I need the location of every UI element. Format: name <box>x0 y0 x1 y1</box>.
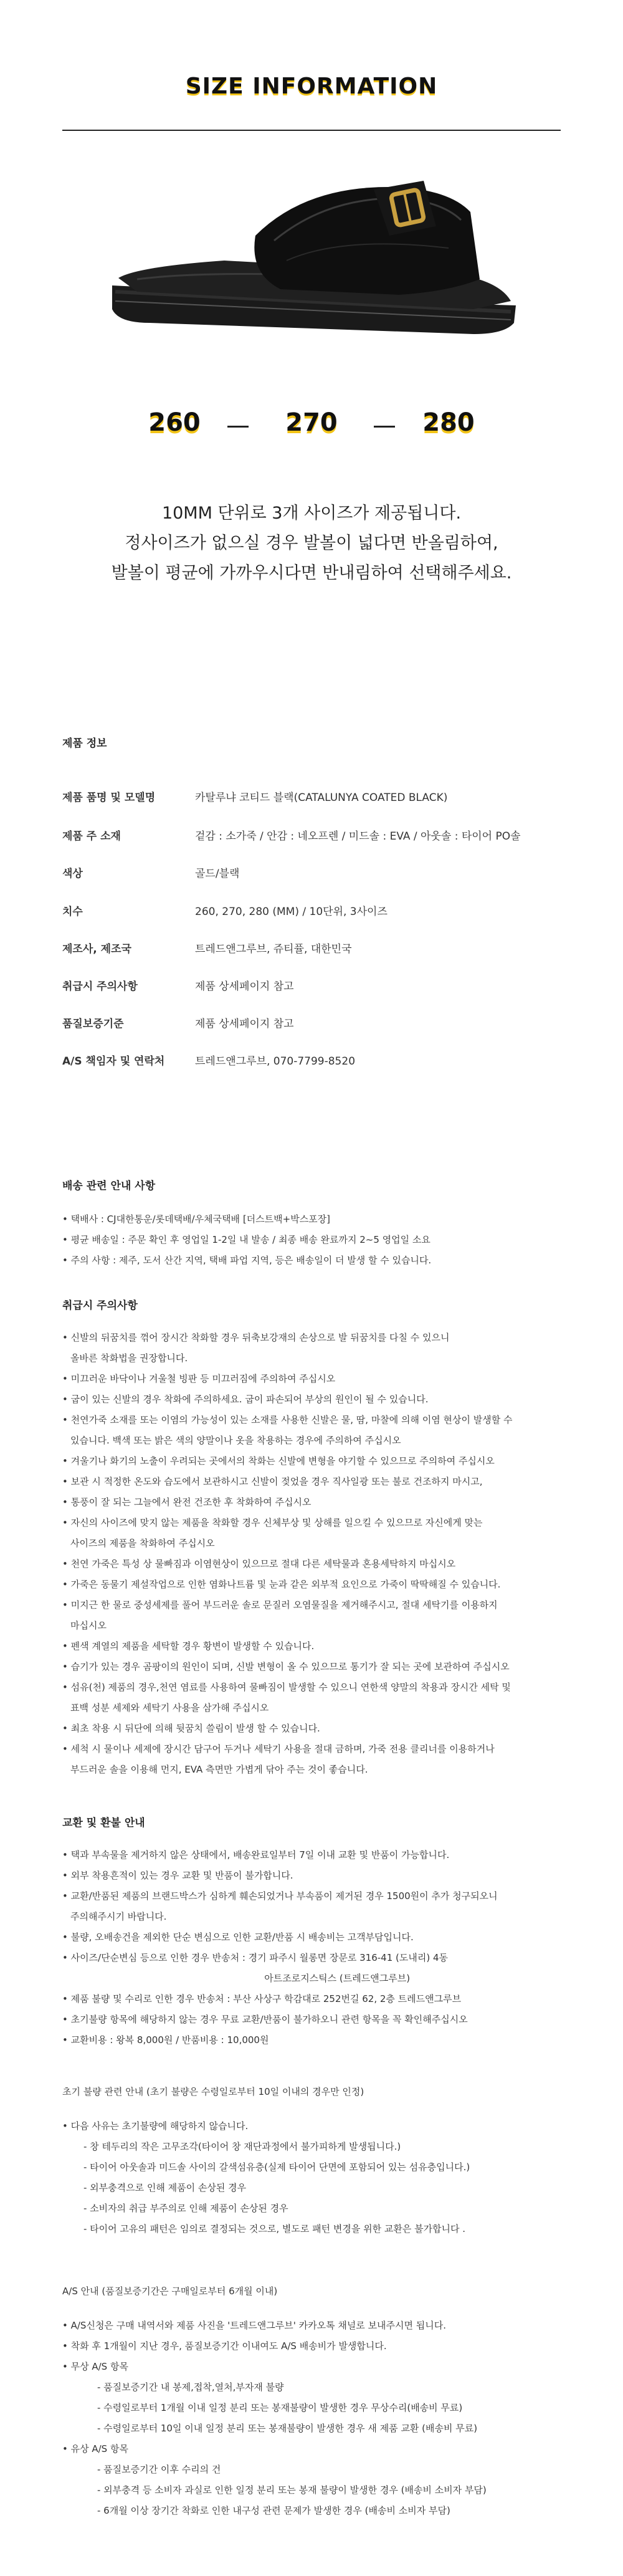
care-line: 올바른 착화법을 권장합니다. <box>70 1353 188 1364</box>
info-value: 제품 상세페이지 참고 <box>195 980 294 993</box>
exchange-line: • 외부 착용흔적이 있는 경우 교환 및 반품이 불가합니다. <box>62 1870 293 1881</box>
care-line: • 습기가 있는 경우 곰팡이의 원인이 되며, 신발 변형이 올 수 있으므로 통기가 잘 되는 곳에 보관하여 주십시오 <box>62 1661 510 1672</box>
info-row <box>62 903 561 927</box>
description-line: 10MM 단위로 3개 사이즈가 제공됩니다. <box>161 504 462 523</box>
exchange-list <box>62 1845 573 2051</box>
info-label: 제조사, 제조국 <box>62 943 131 955</box>
defect-list <box>62 2116 573 2239</box>
care-line: • 펜색 계열의 제품을 세탁할 경우 황변이 발생할 수 있습니다. <box>62 1640 315 1652</box>
care-line: • 보관 시 적정한 온도와 습도에서 보관하시고 신발이 젖었을 경우 직사일광 또는 불로 건조하지 마시고, <box>62 1476 483 1487</box>
size-260: 260 <box>148 408 201 437</box>
defect-line: - 타이어 아웃솔과 미드솔 사이의 갈색섬유층(실제 타이어 단면에 포함되어 있는 섬유층입니다.) <box>83 2162 470 2173</box>
care-line: • 미지근 한 물로 중성세제를 풀어 부드러운 솔로 문질러 오염물질을 제거해주시고, 절대 세탁기를 이용하지 <box>62 1599 498 1611</box>
as-line: - 품질보증기간 이후 수리의 건 <box>97 2464 221 2475</box>
info-label: 치수 <box>62 906 83 918</box>
as-line: - 품질보증기간 내 봉제,접착,열처,부자재 불량 <box>97 2382 284 2393</box>
care-line: 표백 성분 세제와 세탁기 사용을 삼가해 주십시오 <box>70 1702 269 1713</box>
exchange-line: • 제품 불량 및 수리로 인한 경우 반송처 : 부산 사상구 학감대로 252번길 62, 2층 트레드앤그루브 <box>62 1993 462 2004</box>
info-label: 제품 주 소재 <box>62 830 121 843</box>
product-info-title: 제품 정보 <box>62 737 107 750</box>
exchange-line: • 교환/반품된 제품의 브랜드박스가 심하게 훼손되었거나 부속품이 제거된 경우 1500원이 추가 청구되오니 <box>62 1890 498 1902</box>
defect-line: - 타이어 고유의 패턴은 임의로 결정되는 것으로, 별도로 패턴 변경을 위한 교환은 불가합니다 . <box>83 2223 466 2234</box>
shipping-line: • 주의 사항 : 제주, 도서 산간 지역, 택배 파업 지역, 등은 배송일이 더 발생 할 수 있습니다. <box>62 1255 432 1266</box>
description-line: 정사이즈가 없으실 경우 발볼이 넓다면 반올림하여, <box>125 534 498 553</box>
description-line: 발볼이 평균에 가까우시다면 반내림하여 선택해주세요. <box>111 563 512 583</box>
care-line: • 겨울기나 화기의 노출이 우려되는 곳에서의 착화는 신발에 변형을 야기할 수 있으므로 주의하여 주십시오 <box>62 1455 495 1467</box>
care-line: • 세척 시 물이나 세제에 장시간 담구어 두거나 세탁기 사용을 절대 금하며, 가죽 전용 클리너를 이용하거나 <box>62 1743 495 1755</box>
exchange-line: • 초기불량 항목에 해당하지 않는 경우 무료 교환/반품이 불가하오니 관련 항목을 꼭 확인해주십시오 <box>62 2014 468 2025</box>
care-line: • 굽이 있는 신발의 경우 착화에 주의하세요. 굽이 파손되어 부상의 원인이 될 수 있습니다. <box>62 1394 429 1405</box>
exchange-line: • 불량, 오배송건을 제외한 단순 변심으로 인한 교환/반품 시 배송비는 고객부담입니다. <box>62 1932 414 1943</box>
care-line: • 가죽은 동물기 제설작업으로 인한 염화나트륨 및 눈과 같은 외부적 요인으로 가죽이 딱딱해질 수 있습니다. <box>62 1579 501 1590</box>
info-row <box>62 788 561 813</box>
size-270: 270 <box>285 408 338 437</box>
defect-line: - 소비자의 취급 부주의로 인해 제품이 손상된 경우 <box>83 2203 288 2214</box>
info-label: 취급시 주의사항 <box>62 980 138 993</box>
care-line: 사이즈의 제품을 착화하여 주십시오 <box>70 1538 215 1549</box>
info-value: 트레드앤그루브, 070-7799-8520 <box>195 1055 356 1068</box>
info-row <box>62 1052 561 1077</box>
care-title: 취급시 주의사항 <box>62 1300 138 1312</box>
care-line: 마십시오 <box>70 1620 107 1631</box>
care-line: 있습니다. 백색 또는 밝은 색의 양말이나 옷을 착용하는 경우에 주의하여 주십시오 <box>70 1435 401 1446</box>
exchange-line: 주의해주시기 바랍니다. <box>70 1911 167 1922</box>
as-line: - 6개월 이상 장기간 착화로 인한 내구성 관련 문제가 발생한 경우 (배송비 소비자 부담) <box>97 2505 450 2516</box>
info-label: 제품 품명 및 모델명 <box>62 792 156 804</box>
as-line: • 유상 A/S 항목 <box>62 2443 128 2454</box>
defect-line: - 창 테두리의 작은 고무조각(타이어 창 재단과정에서 불가피하게 발생됩니다.) <box>83 2141 401 2152</box>
care-line: • 통풍이 잘 되는 그늘에서 완전 건조한 후 착화하여 주십시오 <box>62 1496 312 1508</box>
info-label: 품질보증기준 <box>62 1018 124 1030</box>
info-row <box>62 864 561 889</box>
defect-title: 초기 불량 관련 안내 (초기 불량은 수령일로부터 10일 이내의 경우만 인정) <box>62 2086 364 2097</box>
sandal-product-image <box>100 167 523 342</box>
info-row <box>62 827 561 852</box>
info-label: A/S 책임자 및 연락처 <box>62 1055 165 1068</box>
care-list <box>62 1328 573 1780</box>
info-label: 색상 <box>62 868 83 880</box>
care-line: • 섬유(천) 제품의 경우,천연 염료를 사용하여 물빠짐이 발생할 수 있으니 연한색 양말의 착용과 장시간 세탁 및 <box>62 1682 511 1693</box>
care-line: 부드러운 솔을 이용해 먼지, EVA 측면만 가볍게 닦아 주는 것이 좋습니다. <box>70 1764 368 1775</box>
as-line: • 착화 후 1개월이 지난 경우, 품질보증기간 이내여도 A/S 배송비가 발생합니다. <box>62 2340 387 2352</box>
info-row <box>62 940 561 965</box>
info-value: 제품 상세페이지 참고 <box>195 1018 294 1030</box>
size-280: 280 <box>422 408 475 437</box>
exchange-line: • 사이즈/단순변심 등으로 인한 경우 반송처 : 경기 파주시 월롱면 장문로 316-41 (도내리) 4동 <box>62 1952 449 1963</box>
care-line: • 미끄러운 바닥이나 겨울철 빙판 등 미끄러짐에 주의하여 주십시오 <box>62 1373 336 1384</box>
as-line: - 외부충격 등 소비자 과실로 인한 일정 분리 또는 봉재 불량이 발생한 경우 (배송비 소비자 부담) <box>97 2484 487 2496</box>
shipping-list <box>62 1209 573 1271</box>
care-line: • 최초 착용 시 뒤단에 의해 뒷꿈치 쓸림이 발생 할 수 있습니다. <box>62 1723 320 1734</box>
care-line: • 천연가죽 소재를 또는 이염의 가능성이 있는 소재를 사용한 신발은 물, 땀, 마찰에 의해 이염 현상이 발생할 수 <box>62 1414 513 1425</box>
shipping-line: • 평균 배송일 : 주문 확인 후 영업일 1-2일 내 발송 / 최종 배송 완료까지 2~5 영업일 소요 <box>62 1234 430 1245</box>
shipping-title: 배송 관련 안내 사항 <box>62 1180 156 1192</box>
info-value: 겉감 : 소가죽 / 안감 : 네오프렌 / 미드솔 : EVA / 아웃솔 : 타이어 PO솔 <box>195 830 521 843</box>
info-row <box>62 1015 561 1040</box>
page-title: SIZE INFORMATION <box>185 74 438 99</box>
size-description <box>0 499 623 588</box>
size-separator <box>374 426 395 428</box>
as-title: A/S 안내 (품질보증기간은 구매일로부터 6개월 이내) <box>62 2286 278 2297</box>
care-line: • 천연 가죽은 특성 상 물빠짐과 이염현상이 있으므로 절대 다른 세탁물과 혼용세탁하지 마십시오 <box>62 1558 456 1569</box>
defect-line: • 다음 사유는 초기불량에 해당하지 않습니다. <box>62 2120 249 2132</box>
defect-line: - 외부충격으로 인해 제품이 손상된 경우 <box>83 2182 247 2193</box>
info-value: 260, 270, 280 (MM) / 10단위, 3사이즈 <box>195 906 388 918</box>
exchange-line: • 택과 부속물을 제거하지 않은 상태에서, 배송완료일부터 7일 이내 교환 및 반품이 가능합니다. <box>62 1849 450 1860</box>
info-value: 트레드앤그루브, 쥬티퓰, 대한민국 <box>195 943 352 955</box>
as-list <box>62 2315 573 2521</box>
info-value: 골드/블랙 <box>195 868 240 880</box>
exchange-line: 아트조로지스틱스 (트레드앤그루브) <box>62 1973 411 1984</box>
exchange-title: 교환 및 환불 안내 <box>62 1817 145 1829</box>
title-divider <box>62 130 561 131</box>
care-line: • 자신의 사이즈에 맞지 않는 제품을 착화할 경우 신체부상 및 상해를 일으킬 수 있으므로 자신에게 맞는 <box>62 1517 483 1528</box>
as-line: • 무상 A/S 항목 <box>62 2361 128 2372</box>
as-line: • A/S신청은 구매 내역서와 제품 사진을 '트레드앤그루브' 카카오톡 채널로 보내주시면 됩니다. <box>62 2320 447 2331</box>
exchange-line: • 교환비용 : 왕복 8,000원 / 반품비용 : 10,000원 <box>62 2034 269 2046</box>
info-value: 카탈루냐 코티드 블랙(CATALUNYA COATED BLACK) <box>195 792 448 804</box>
info-row <box>62 977 561 1002</box>
care-line: • 신발의 뒤꿈치를 꺾어 장시간 착화할 경우 뒤축보강재의 손상으로 발 뒤꿈치를 다칠 수 있으니 <box>62 1332 450 1343</box>
shipping-line: • 택배사 : CJ대한통운/롯데택배/우체국택배 [더스트백+박스포장] <box>62 1214 331 1225</box>
size-separator <box>227 426 249 428</box>
as-line: - 수령일로부터 10일 이내 일정 분리 또는 봉재불량이 발생한 경우 새 제품 교환 (배송비 무료) <box>97 2423 478 2434</box>
size-options <box>0 408 623 452</box>
as-line: - 수령일로부터 1개월 이내 일정 분리 또는 봉재불량이 발생한 경우 무상수리(배송비 무료) <box>97 2402 463 2413</box>
